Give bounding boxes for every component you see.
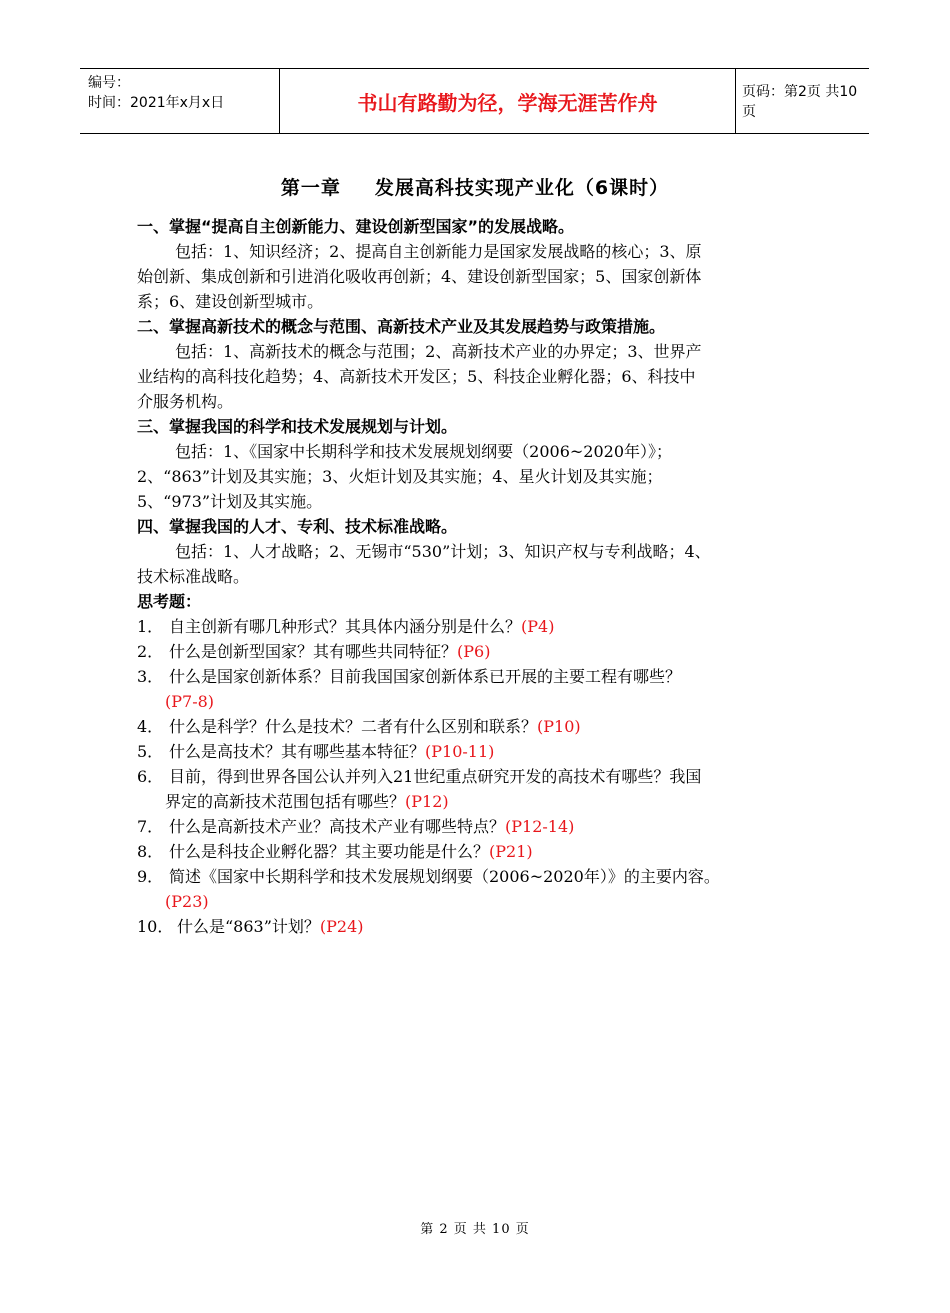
- page-reference: (P6): [457, 642, 491, 661]
- page-reference: (P10-11): [425, 742, 495, 761]
- section-line: 技术标准战略。: [137, 567, 250, 586]
- page-reference: (P7-8): [165, 692, 215, 711]
- section-heading: 二、掌握高新技术的概念与范围、高新技术产业及其发展趋势与政策措施。: [137, 317, 666, 336]
- question-text: 什么是科技企业孵化器？其主要功能是什么？: [169, 842, 490, 861]
- page-reference: (P21): [489, 842, 533, 861]
- section-line: 包括：1、高新技术的概念与范围；2、高新技术产业的办界定；3、世界产: [175, 342, 702, 361]
- header-page-info: 页码：第2页 共10页: [742, 84, 858, 120]
- section-line: 包括：1、知识经济；2、提高自主创新能力是国家发展战略的核心；3、原: [175, 242, 702, 261]
- section: [137, 214, 817, 314]
- time-label: 时间：2021年x月x日: [88, 95, 225, 111]
- section: [137, 514, 817, 589]
- question-number: 6．: [137, 767, 164, 786]
- question-number: 4．: [137, 717, 164, 736]
- question-item: [137, 739, 817, 764]
- question-text: 自主创新有哪几种形式？其具体内涵分别是什么？: [169, 617, 522, 636]
- question-item: [137, 664, 817, 689]
- question-number: 8．: [137, 842, 164, 861]
- question-item: [137, 864, 817, 889]
- page-reference: (P4): [521, 617, 555, 636]
- question-text: 什么是“863”计划？: [177, 917, 320, 936]
- number-label: 编号：: [88, 75, 130, 91]
- question-item: [137, 614, 817, 639]
- question-item: [137, 714, 817, 739]
- question-number: 3．: [137, 667, 164, 686]
- section-line: 2、“863”计划及其实施；3、火炬计划及其实施；4、星火计划及其实施；: [137, 467, 663, 486]
- page-reference: (P12-14): [505, 817, 575, 836]
- section-line: 包括：1、人才战略；2、无锡市“530”计划；3、知识产权与专利战略；4、: [175, 542, 711, 561]
- question-text: 什么是国家创新体系？目前我国国家创新体系已开展的主要工程有哪些？: [169, 667, 682, 686]
- section-heading: 一、掌握“提高自主创新能力、建设创新型国家”的发展战略。: [137, 217, 575, 236]
- question-number: 9．: [137, 867, 164, 886]
- question-continuation: [137, 689, 817, 714]
- question-number: 2．: [137, 642, 164, 661]
- questions-heading: 思考题：: [137, 592, 202, 611]
- chapter-name: 发展高科技实现产业化（6课时）: [374, 177, 670, 199]
- chapter-title: [0, 173, 950, 200]
- section-line: 系；6、建设创新型城市。: [137, 292, 324, 311]
- page-reference: (P10): [537, 717, 581, 736]
- section-line: 包括：1、《国家中长期科学和技术发展规划纲要（2006~2020年）》；: [175, 442, 673, 461]
- question-text: 简述《国家中长期科学和技术发展规划纲要（2006~2020年）》的主要内容。: [169, 867, 720, 886]
- section: [137, 414, 817, 514]
- question-item: [137, 814, 817, 839]
- question-item: [137, 764, 817, 789]
- page-reference: (P12): [405, 792, 449, 811]
- question-text: 界定的高新技术范围包括有哪些？: [165, 792, 406, 811]
- question-item: [137, 639, 817, 664]
- question-text: 什么是科学？什么是技术？二者有什么区别和联系？: [169, 717, 538, 736]
- question-number: 7．: [137, 817, 164, 836]
- question-item: [137, 839, 817, 864]
- question-continuation: [137, 889, 817, 914]
- page-reference: (P24): [319, 917, 364, 936]
- page-footer: 第 2 页 共 10 页: [420, 1222, 530, 1237]
- question-item: [137, 914, 817, 939]
- document-body: [137, 214, 817, 939]
- section-line: 业结构的高科技化趋势；4、高新技术开发区；5、科技企业孵化器；6、科技中: [137, 367, 696, 386]
- section: [137, 314, 817, 414]
- section-heading: 三、掌握我国的科学和技术发展规划与计划。: [137, 417, 458, 436]
- question-continuation: [137, 789, 817, 814]
- section-line: 始创新、集成创新和引进消化吸收再创新；4、建设创新型国家；5、国家创新体: [137, 267, 702, 286]
- header-table: [80, 68, 869, 134]
- section-line: 5、“973”计划及其实施。: [137, 492, 323, 511]
- section-line: 介服务机构。: [137, 392, 234, 411]
- question-number: 1．: [137, 617, 164, 636]
- question-text: 什么是高新技术产业？高技术产业有哪些特点？: [169, 817, 506, 836]
- header-motto: 书山有路勤为径，学海无涯苦作舟: [280, 69, 736, 133]
- question-text: 什么是创新型国家？其有哪些共同特征？: [169, 642, 458, 661]
- question-list: [137, 614, 817, 939]
- section-heading: 四、掌握我国的人才、专利、技术标准战略。: [137, 517, 458, 536]
- header-left-cell: [80, 69, 280, 133]
- chapter-number: 第一章: [280, 177, 341, 199]
- question-number: 10．: [137, 917, 174, 936]
- question-text: 什么是高技术？其有哪些基本特征？: [169, 742, 426, 761]
- question-text: 目前，得到世界各国公认并列入21世纪重点研究开发的高技术有哪些？我国: [169, 767, 702, 786]
- page-reference: (P23): [165, 892, 209, 911]
- question-number: 5．: [137, 742, 164, 761]
